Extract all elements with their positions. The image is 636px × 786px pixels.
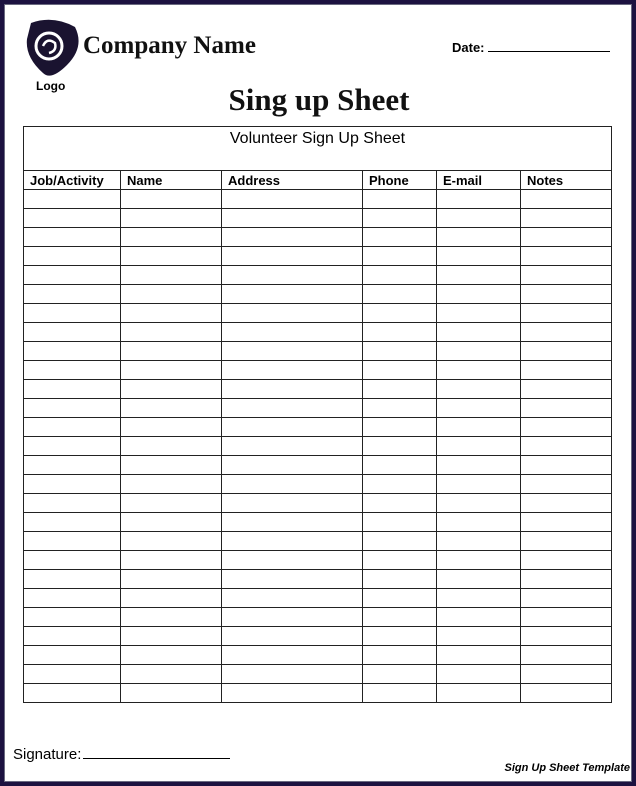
table-row	[24, 361, 612, 380]
table-cell[interactable]	[24, 190, 121, 209]
table-row	[24, 380, 612, 399]
table-cell[interactable]	[24, 209, 121, 228]
table-cell[interactable]	[222, 551, 363, 570]
table-cell[interactable]	[121, 209, 222, 228]
table-cell[interactable]	[24, 494, 121, 513]
table-cell[interactable]	[222, 456, 363, 475]
table-cell[interactable]	[222, 627, 363, 646]
table-row	[24, 646, 612, 665]
table-cell[interactable]	[24, 380, 121, 399]
table-cell[interactable]	[437, 608, 521, 627]
table-cell[interactable]	[222, 570, 363, 589]
table-cell[interactable]	[121, 646, 222, 665]
table-cell[interactable]	[24, 266, 121, 285]
table-cell[interactable]	[24, 437, 121, 456]
table-cell[interactable]	[24, 418, 121, 437]
table-cell[interactable]	[363, 380, 437, 399]
table-cell[interactable]	[121, 342, 222, 361]
table-cell[interactable]	[437, 266, 521, 285]
table-cell[interactable]	[521, 551, 612, 570]
table-cell[interactable]	[121, 570, 222, 589]
template-label: Sign Up Sheet Template	[504, 762, 630, 774]
table-cell[interactable]	[222, 608, 363, 627]
table-cell[interactable]	[24, 475, 121, 494]
col-address: Address	[222, 171, 363, 190]
table-cell[interactable]	[437, 190, 521, 209]
table-cell[interactable]	[121, 532, 222, 551]
table-cell[interactable]	[222, 437, 363, 456]
table-cell[interactable]	[363, 570, 437, 589]
table-cell[interactable]	[521, 437, 612, 456]
table-cell[interactable]	[437, 646, 521, 665]
table-cell[interactable]	[121, 247, 222, 266]
table-cell[interactable]	[222, 399, 363, 418]
table-cell[interactable]	[363, 684, 437, 703]
table-row	[24, 494, 612, 513]
table-row	[24, 570, 612, 589]
table-row	[24, 665, 612, 684]
table-cell[interactable]	[121, 399, 222, 418]
table-cell[interactable]	[363, 665, 437, 684]
table-cell[interactable]	[121, 475, 222, 494]
table-row	[24, 190, 612, 209]
table-cell[interactable]	[222, 323, 363, 342]
table-row	[24, 608, 612, 627]
table-cell[interactable]	[121, 266, 222, 285]
table-cell[interactable]	[521, 361, 612, 380]
signup-table	[23, 126, 612, 703]
table-cell[interactable]	[521, 323, 612, 342]
table-cell[interactable]	[437, 380, 521, 399]
table-cell[interactable]	[437, 532, 521, 551]
table-cell[interactable]	[521, 532, 612, 551]
table-cell[interactable]	[437, 342, 521, 361]
table-cell[interactable]	[121, 323, 222, 342]
table-cell[interactable]	[437, 627, 521, 646]
table-cell[interactable]	[521, 589, 612, 608]
table-row	[24, 304, 612, 323]
table-cell[interactable]	[222, 228, 363, 247]
table-cell[interactable]	[521, 475, 612, 494]
table-cell[interactable]	[24, 627, 121, 646]
table-cell[interactable]	[121, 494, 222, 513]
rose-logo-icon	[23, 17, 81, 79]
table-cell[interactable]	[363, 342, 437, 361]
table-cell[interactable]	[363, 285, 437, 304]
table-cell[interactable]	[363, 456, 437, 475]
table-cell[interactable]	[437, 475, 521, 494]
table-cell[interactable]	[24, 646, 121, 665]
col-job-activity: Job/Activity	[24, 171, 121, 190]
company-name: Company Name	[83, 32, 256, 59]
table-cell[interactable]	[121, 437, 222, 456]
table-cell[interactable]	[437, 589, 521, 608]
table-row	[24, 342, 612, 361]
table-cell[interactable]	[437, 570, 521, 589]
table-cell[interactable]	[437, 361, 521, 380]
col-notes: Notes	[521, 171, 612, 190]
table-cell[interactable]	[24, 456, 121, 475]
table-cell[interactable]	[24, 361, 121, 380]
table-cell[interactable]	[24, 399, 121, 418]
table-cell[interactable]	[24, 285, 121, 304]
table-row	[24, 266, 612, 285]
table-cell[interactable]	[521, 209, 612, 228]
table-cell[interactable]	[521, 608, 612, 627]
table-cell[interactable]	[222, 266, 363, 285]
table-cell[interactable]	[222, 342, 363, 361]
table-cell[interactable]	[521, 570, 612, 589]
table-cell[interactable]	[24, 304, 121, 323]
table-cell[interactable]	[437, 418, 521, 437]
table-cell[interactable]	[121, 456, 222, 475]
table-cell[interactable]	[121, 285, 222, 304]
table-cell[interactable]	[437, 665, 521, 684]
table-cell[interactable]	[521, 399, 612, 418]
table-cell[interactable]	[521, 304, 612, 323]
page-title: Sing up Sheet	[228, 82, 410, 117]
table-cell[interactable]	[222, 209, 363, 228]
table-cell[interactable]	[222, 190, 363, 209]
table-cell[interactable]	[363, 209, 437, 228]
table-cell[interactable]	[363, 627, 437, 646]
table-cell[interactable]	[437, 209, 521, 228]
table-cell[interactable]	[437, 437, 521, 456]
table-cell[interactable]	[521, 684, 612, 703]
table-row	[24, 418, 612, 437]
table-cell[interactable]	[363, 323, 437, 342]
table-row	[24, 513, 612, 532]
table-cell[interactable]	[222, 684, 363, 703]
table-row	[24, 437, 612, 456]
table-cell[interactable]	[222, 285, 363, 304]
table-cell[interactable]	[521, 266, 612, 285]
table-cell[interactable]	[121, 228, 222, 247]
table-cell[interactable]	[363, 399, 437, 418]
table-cell[interactable]	[24, 589, 121, 608]
table-cell[interactable]	[121, 418, 222, 437]
table-cell[interactable]	[24, 608, 121, 627]
table-cell[interactable]	[363, 247, 437, 266]
table-cell[interactable]	[363, 532, 437, 551]
table-cell[interactable]	[24, 513, 121, 532]
table-cell[interactable]	[437, 399, 521, 418]
table-row	[24, 627, 612, 646]
table-cell[interactable]	[121, 380, 222, 399]
col-phone: Phone	[363, 171, 437, 190]
table-cell[interactable]	[521, 342, 612, 361]
table-cell[interactable]	[24, 665, 121, 684]
table-cell[interactable]	[222, 247, 363, 266]
table-cell[interactable]	[24, 570, 121, 589]
table-cell[interactable]	[521, 665, 612, 684]
table-cell[interactable]	[24, 551, 121, 570]
table-cell[interactable]	[24, 247, 121, 266]
logo-label: Logo	[36, 79, 66, 93]
table-cell[interactable]	[222, 304, 363, 323]
table-cell[interactable]	[437, 456, 521, 475]
table-cell[interactable]	[363, 266, 437, 285]
table-cell[interactable]	[363, 551, 437, 570]
table-cell[interactable]	[121, 513, 222, 532]
date-field[interactable]	[452, 40, 610, 55]
table-cell[interactable]	[521, 285, 612, 304]
table-cell[interactable]	[121, 190, 222, 209]
table-cell[interactable]	[363, 228, 437, 247]
table-cell[interactable]	[437, 513, 521, 532]
table-cell[interactable]	[121, 551, 222, 570]
date-line[interactable]	[488, 51, 610, 52]
table-row	[24, 532, 612, 551]
table-cell[interactable]	[121, 589, 222, 608]
table-cell[interactable]	[363, 437, 437, 456]
table-cell[interactable]	[363, 589, 437, 608]
table-cell[interactable]	[437, 247, 521, 266]
table-cell[interactable]	[222, 418, 363, 437]
table-cell[interactable]	[521, 513, 612, 532]
table-cell[interactable]	[222, 646, 363, 665]
table-cell[interactable]	[24, 684, 121, 703]
table-cell[interactable]	[521, 380, 612, 399]
table-cell[interactable]	[521, 646, 612, 665]
table-cell[interactable]	[363, 361, 437, 380]
table-row	[24, 589, 612, 608]
table-cell[interactable]	[222, 475, 363, 494]
table-row	[24, 551, 612, 570]
table-cell[interactable]	[24, 532, 121, 551]
table-cell[interactable]	[24, 323, 121, 342]
table-cell[interactable]	[521, 247, 612, 266]
table-cell[interactable]	[521, 494, 612, 513]
table-cell[interactable]	[521, 456, 612, 475]
table-row	[24, 247, 612, 266]
signature-line[interactable]	[83, 758, 230, 759]
table-cell[interactable]	[222, 361, 363, 380]
table-cell[interactable]	[363, 304, 437, 323]
table-cell[interactable]	[521, 627, 612, 646]
table-cell[interactable]	[363, 608, 437, 627]
table-cell[interactable]	[437, 684, 521, 703]
table-cell[interactable]	[437, 551, 521, 570]
table-cell[interactable]	[121, 665, 222, 684]
table-row	[24, 399, 612, 418]
table-row	[24, 475, 612, 494]
table-cell[interactable]	[437, 285, 521, 304]
table-cell[interactable]	[521, 190, 612, 209]
table-caption: Volunteer Sign Up Sheet	[24, 127, 612, 171]
table-cell[interactable]	[363, 190, 437, 209]
table-row	[24, 323, 612, 342]
table-cell[interactable]	[521, 418, 612, 437]
table-cell[interactable]	[437, 228, 521, 247]
table-cell[interactable]	[222, 494, 363, 513]
table-cell[interactable]	[222, 513, 363, 532]
table-row	[24, 684, 612, 703]
table-cell[interactable]	[222, 532, 363, 551]
table-cell[interactable]	[437, 323, 521, 342]
table-cell[interactable]	[363, 513, 437, 532]
table-cell[interactable]	[363, 494, 437, 513]
table-cell[interactable]	[121, 684, 222, 703]
table-row	[24, 285, 612, 304]
signature-label: Signature:	[13, 746, 82, 763]
table-cell[interactable]	[24, 228, 121, 247]
table-cell[interactable]	[222, 380, 363, 399]
table-cell[interactable]	[363, 475, 437, 494]
table-cell[interactable]	[121, 627, 222, 646]
date-label: Date:	[452, 40, 485, 55]
table-cell[interactable]	[437, 304, 521, 323]
table-cell[interactable]	[121, 361, 222, 380]
table-cell[interactable]	[24, 342, 121, 361]
table-cell[interactable]	[521, 228, 612, 247]
table-cell[interactable]	[437, 494, 521, 513]
col-name: Name	[121, 171, 222, 190]
table-cell[interactable]	[363, 418, 437, 437]
col-email: E-mail	[437, 171, 521, 190]
table-cell[interactable]	[121, 608, 222, 627]
signature-field[interactable]	[13, 746, 230, 763]
table-row	[24, 228, 612, 247]
table-row	[24, 456, 612, 475]
table-cell[interactable]	[363, 646, 437, 665]
table-cell[interactable]	[222, 589, 363, 608]
table-cell[interactable]	[222, 665, 363, 684]
table-cell[interactable]	[121, 304, 222, 323]
table-row	[24, 209, 612, 228]
